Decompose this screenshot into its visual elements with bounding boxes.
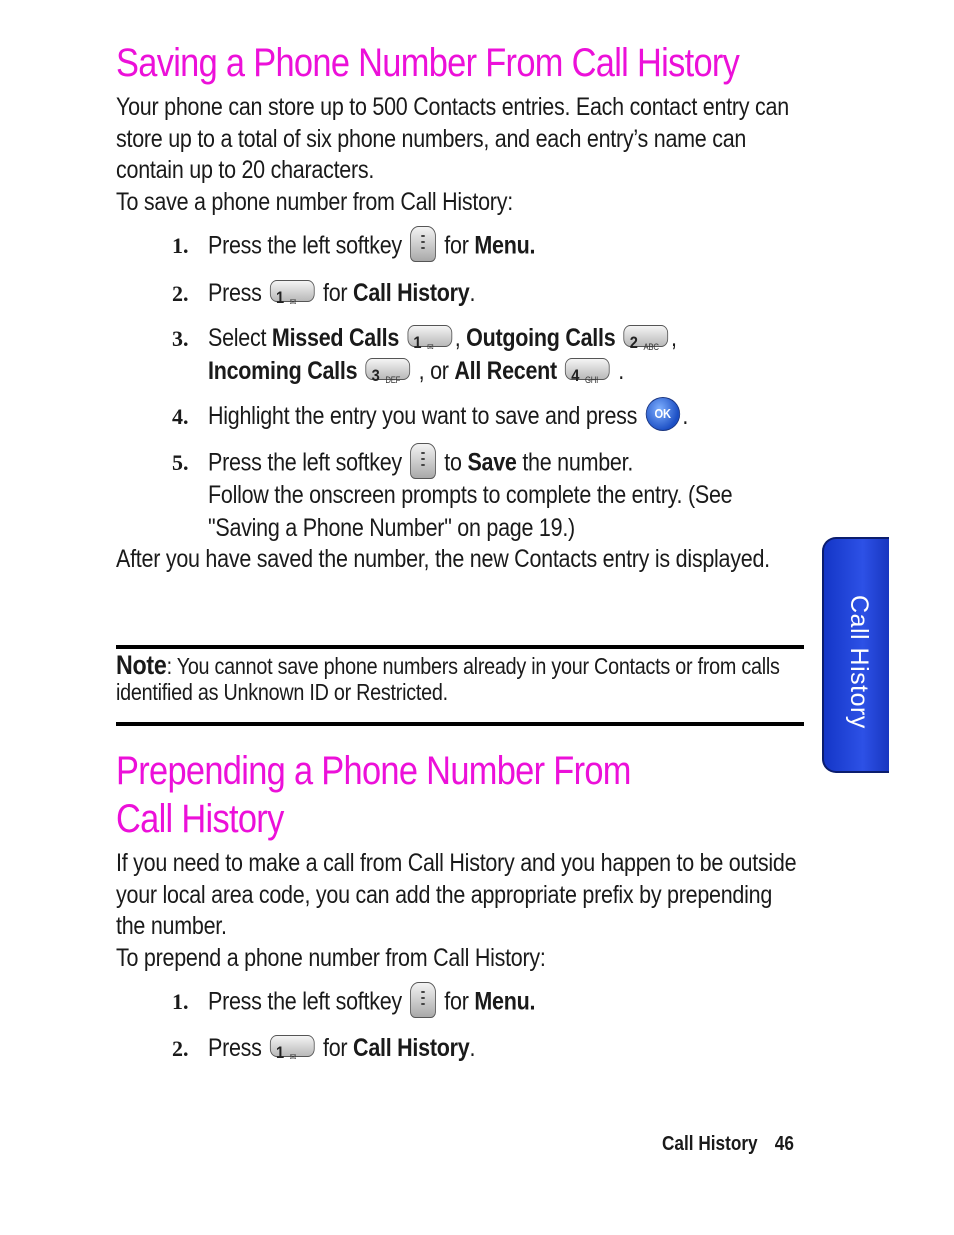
- key-4-icon: 4 GHI: [565, 358, 610, 380]
- step-text: for: [444, 987, 469, 1016]
- intro-paragraph: Your phone can store up to 500 Contacts entries. Each contact entry can store up to a total of six phone numbers, and each entry’s name can contain up to 20 characters.: [116, 93, 789, 184]
- step-text: Press: [208, 279, 262, 307]
- intro-paragraph-2: If you need to make a call from Call History and you happen to be outside your local area code, you can add the appropriate prefix by prepending the number.: [116, 849, 797, 940]
- step-text: to: [444, 448, 462, 477]
- left-softkey-icon: [410, 226, 436, 262]
- section-title-saving: Saving a Phone Number From Call History: [116, 41, 740, 85]
- step-number: 4.: [172, 404, 189, 429]
- section-title-prepending-line-2: Call History: [116, 797, 284, 841]
- step-text: Press: [208, 1034, 262, 1062]
- step-number: 3.: [172, 326, 189, 351]
- step-text: Press the left softkey: [208, 231, 402, 260]
- step-text: for: [322, 279, 348, 307]
- note-top-rule: [116, 645, 804, 649]
- note-box: [116, 652, 804, 705]
- call-history-label: Call History: [353, 279, 470, 307]
- step-text: Highlight the entry you want to save and press: [208, 402, 638, 430]
- chapter-tab-label: Call History: [845, 595, 873, 729]
- section-title-prepending: Prepending a Phone Number From: [116, 749, 631, 793]
- all-recent-label: All Recent: [454, 357, 557, 385]
- outgoing-calls-label: Outgoing Calls: [466, 324, 616, 352]
- menu-label: Menu.: [474, 231, 536, 260]
- save-label: Save: [467, 448, 517, 477]
- key-3-icon: 3 DEF: [366, 358, 411, 380]
- step-number: 2.: [172, 281, 189, 306]
- instructions-lead-2: To prepend a phone number from Call History:: [116, 944, 546, 972]
- step-text: Press the left softkey: [208, 448, 402, 477]
- key-1-icon: 1 ✉: [270, 280, 315, 302]
- instructions-lead: To save a phone number from Call History:: [116, 188, 513, 216]
- left-softkey-icon: [410, 443, 436, 479]
- menu-label: Menu.: [474, 987, 536, 1016]
- key-1-icon: 1 ✉: [270, 1035, 315, 1057]
- incoming-calls-label: Incoming Calls: [208, 357, 358, 385]
- step-text: , or: [418, 357, 449, 385]
- note-label: Note: [116, 650, 167, 680]
- step-text: Press the left softkey: [208, 987, 402, 1016]
- left-softkey-icon: [410, 982, 436, 1018]
- call-history-label: Call History: [353, 1034, 470, 1062]
- page-number: 46: [774, 1133, 794, 1155]
- step-text: for: [322, 1034, 348, 1062]
- step-text: for: [444, 231, 469, 260]
- chapter-side-tab: [822, 537, 889, 773]
- note-text: : You cannot save phone numbers already in your Contacts or from calls identified as Unknown ID or Restricted.: [116, 653, 780, 705]
- footer-section-name: Call History: [662, 1133, 758, 1155]
- page-footer: [662, 1133, 794, 1156]
- step-number: 1.: [172, 989, 189, 1014]
- key-1-icon: 1 ✉: [407, 325, 452, 347]
- ok-key-icon: OK: [645, 397, 679, 431]
- missed-calls-label: Missed Calls: [271, 324, 400, 352]
- step-text: Select: [208, 324, 267, 352]
- step-number: 1.: [172, 233, 189, 258]
- step-text: the number.: [522, 448, 634, 477]
- step-number: 5.: [172, 450, 189, 475]
- after-paragraph: After you have saved the number, the new Contacts entry is displayed.: [116, 545, 770, 573]
- key-2-icon: 2 ABC: [624, 325, 669, 347]
- step-number: 2.: [172, 1036, 189, 1061]
- note-bottom-rule: [116, 722, 804, 726]
